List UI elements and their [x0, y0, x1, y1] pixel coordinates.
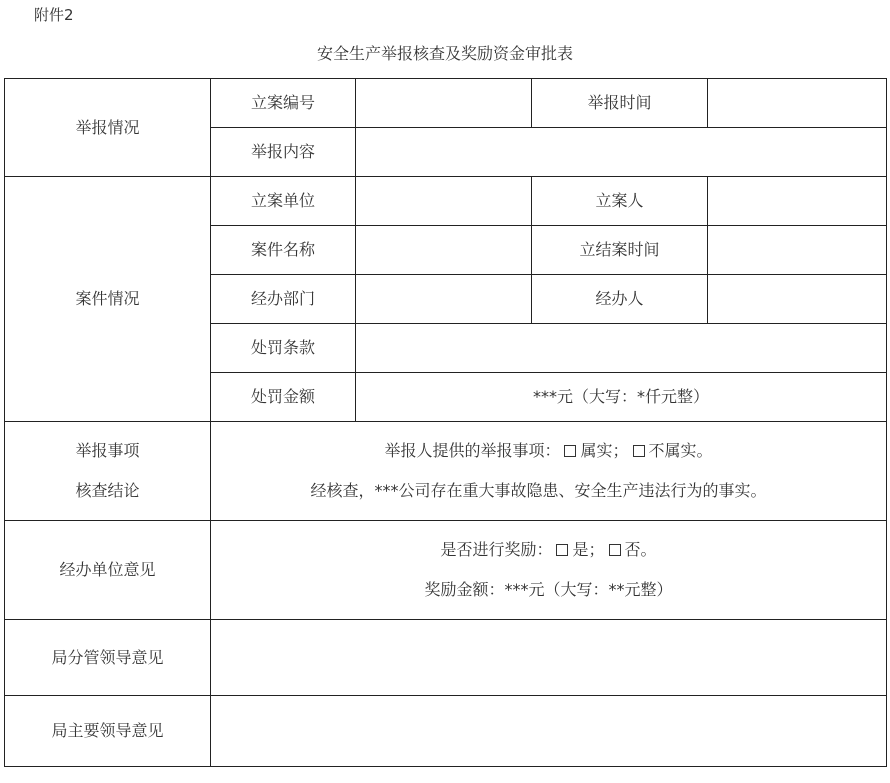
- field-close-time[interactable]: [708, 226, 887, 275]
- table-row: [5, 79, 887, 128]
- field-filer[interactable]: [708, 177, 887, 226]
- label-penalty-amount: 处罚金额: [211, 373, 356, 422]
- verification-items-line: [211, 440, 886, 462]
- option-false-label: 不属实。: [648, 441, 713, 460]
- label-handler: 经办人: [532, 275, 708, 324]
- field-handler[interactable]: [708, 275, 887, 324]
- approval-form-table: [4, 78, 887, 767]
- option-true-label: 属实；: [580, 441, 629, 460]
- option-yes-label: 是；: [572, 540, 605, 559]
- section-verification-line2: 核查结论: [75, 481, 140, 500]
- label-filer: 立案人: [532, 177, 708, 226]
- table-row: [5, 177, 887, 226]
- checkbox-yes[interactable]: [556, 544, 568, 556]
- label-close-time: 立结案时间: [532, 226, 708, 275]
- label-report-content: 举报内容: [211, 128, 356, 177]
- section-verification: [5, 422, 211, 521]
- label-case-number: 立案编号: [211, 79, 356, 128]
- reward-question-prefix: 是否进行奖励：: [440, 540, 553, 559]
- section-main-leader-opinion: 局主要领导意见: [5, 696, 211, 767]
- label-filing-unit: 立案单位: [211, 177, 356, 226]
- option-no-label: 否。: [624, 540, 657, 559]
- reward-question-line: [211, 539, 886, 561]
- table-row: [5, 521, 887, 620]
- checkbox-true[interactable]: [564, 445, 576, 457]
- verification-items-prefix: 举报人提供的举报事项：: [384, 441, 561, 460]
- field-verification: [211, 422, 887, 521]
- field-filing-unit[interactable]: [356, 177, 532, 226]
- checkbox-false[interactable]: [633, 445, 645, 457]
- label-report-time: 举报时间: [532, 79, 708, 128]
- field-branch-leader-opinion[interactable]: [211, 620, 887, 696]
- field-unit-opinion: [211, 521, 887, 620]
- field-penalty-amount[interactable]: ***元（大写：*仟元整）: [356, 373, 887, 422]
- table-row: [5, 696, 887, 767]
- label-penalty-clause: 处罚条款: [211, 324, 356, 373]
- field-report-content[interactable]: [356, 128, 887, 177]
- field-handling-dept[interactable]: [356, 275, 532, 324]
- section-verification-line1: 举报事项: [75, 441, 140, 460]
- label-handling-dept: 经办部门: [211, 275, 356, 324]
- table-row: [5, 422, 887, 521]
- field-report-time[interactable]: [708, 79, 887, 128]
- form-title: 安全生产举报核查及奖励资金审批表: [316, 44, 573, 63]
- attachment-label: 附件2: [34, 6, 74, 24]
- section-branch-leader-opinion: 局分管领导意见: [5, 620, 211, 696]
- checkbox-no[interactable]: [609, 544, 621, 556]
- field-main-leader-opinion[interactable]: [211, 696, 887, 767]
- reward-amount: 奖励金额：***元（大写：**元整）: [424, 580, 673, 599]
- label-case-name: 案件名称: [211, 226, 356, 275]
- verification-conclusion: 经核查，***公司存在重大事故隐患、安全生产违法行为的事实。: [310, 481, 767, 500]
- field-case-name[interactable]: [356, 226, 532, 275]
- section-unit-opinion: 经办单位意见: [5, 521, 211, 620]
- field-case-number[interactable]: [356, 79, 532, 128]
- section-report-info: 举报情况: [5, 79, 211, 177]
- field-penalty-clause[interactable]: [356, 324, 887, 373]
- table-row: [5, 620, 887, 696]
- section-case-info: 案件情况: [5, 177, 211, 422]
